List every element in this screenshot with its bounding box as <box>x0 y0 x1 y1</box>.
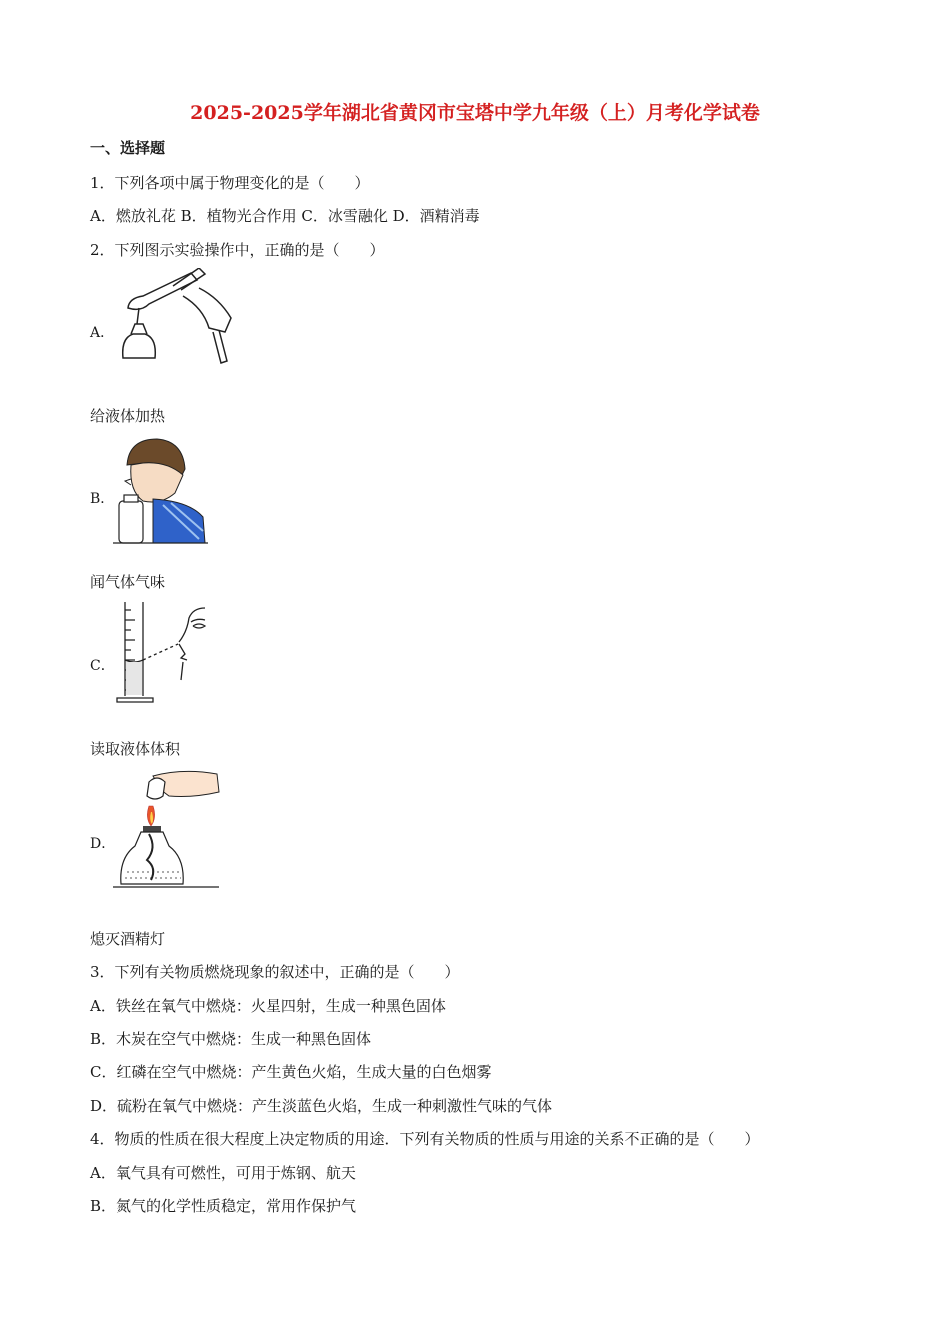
q2-option-b-letter: B． <box>90 491 115 507</box>
q3-option-b: B．木炭在空气中燃烧：生成一种黑色固体 <box>90 1030 372 1048</box>
extinguish-lamp-figure <box>113 768 223 890</box>
q4-option-b: B．氮气的化学性质稳定，常用作保护气 <box>90 1197 357 1215</box>
test-tube-heating-figure <box>113 268 238 368</box>
q2-option-b-caption: 闻气体气味 <box>90 573 166 591</box>
q2-option-a-caption: 给液体加热 <box>90 407 166 425</box>
q2-option-d-letter: D． <box>90 836 116 852</box>
page-title: 2025-2025学年湖北省黄冈市宝塔中学九年级（上）月考化学试卷 <box>190 102 760 124</box>
q3-stem: 3．下列有关物质燃烧现象的叙述中，正确的是（ ） <box>90 963 460 981</box>
q2-option-c-letter: C． <box>90 658 115 674</box>
q4-stem: 4．物质的性质在很大程度上决定物质的用途．下列有关物质的性质与用途的关系不正确的是（ ） <box>90 1130 760 1148</box>
q1-stem: 1．下列各项中属于物理变化的是（ ） <box>90 174 370 192</box>
q2-option-a-letter: A． <box>90 325 115 341</box>
q1-options: A．燃放礼花 B．植物光合作用 C．冰雪融化 D．酒精消毒 <box>90 207 480 225</box>
q4-option-a: A．氧气具有可燃性，可用于炼钢、航天 <box>90 1164 356 1182</box>
smelling-gas-figure <box>113 435 208 545</box>
q3-option-a: A．铁丝在氧气中燃烧：火星四射，生成一种黑色固体 <box>90 997 446 1015</box>
graduated-cylinder-reading-figure <box>113 600 208 705</box>
q3-option-d: D．硫粉在氧气中燃烧：产生淡蓝色火焰，生成一种刺激性气味的气体 <box>90 1097 553 1115</box>
section-heading: 一、选择题 <box>90 139 166 157</box>
q2-option-d-caption: 熄灭酒精灯 <box>90 930 166 948</box>
q2-stem: 2．下列图示实验操作中，正确的是（ ） <box>90 241 385 259</box>
q2-option-c-caption: 读取液体体积 <box>90 740 181 758</box>
q3-option-c: C．红磷在空气中燃烧：产生黄色火焰，生成大量的白色烟雾 <box>90 1063 492 1081</box>
